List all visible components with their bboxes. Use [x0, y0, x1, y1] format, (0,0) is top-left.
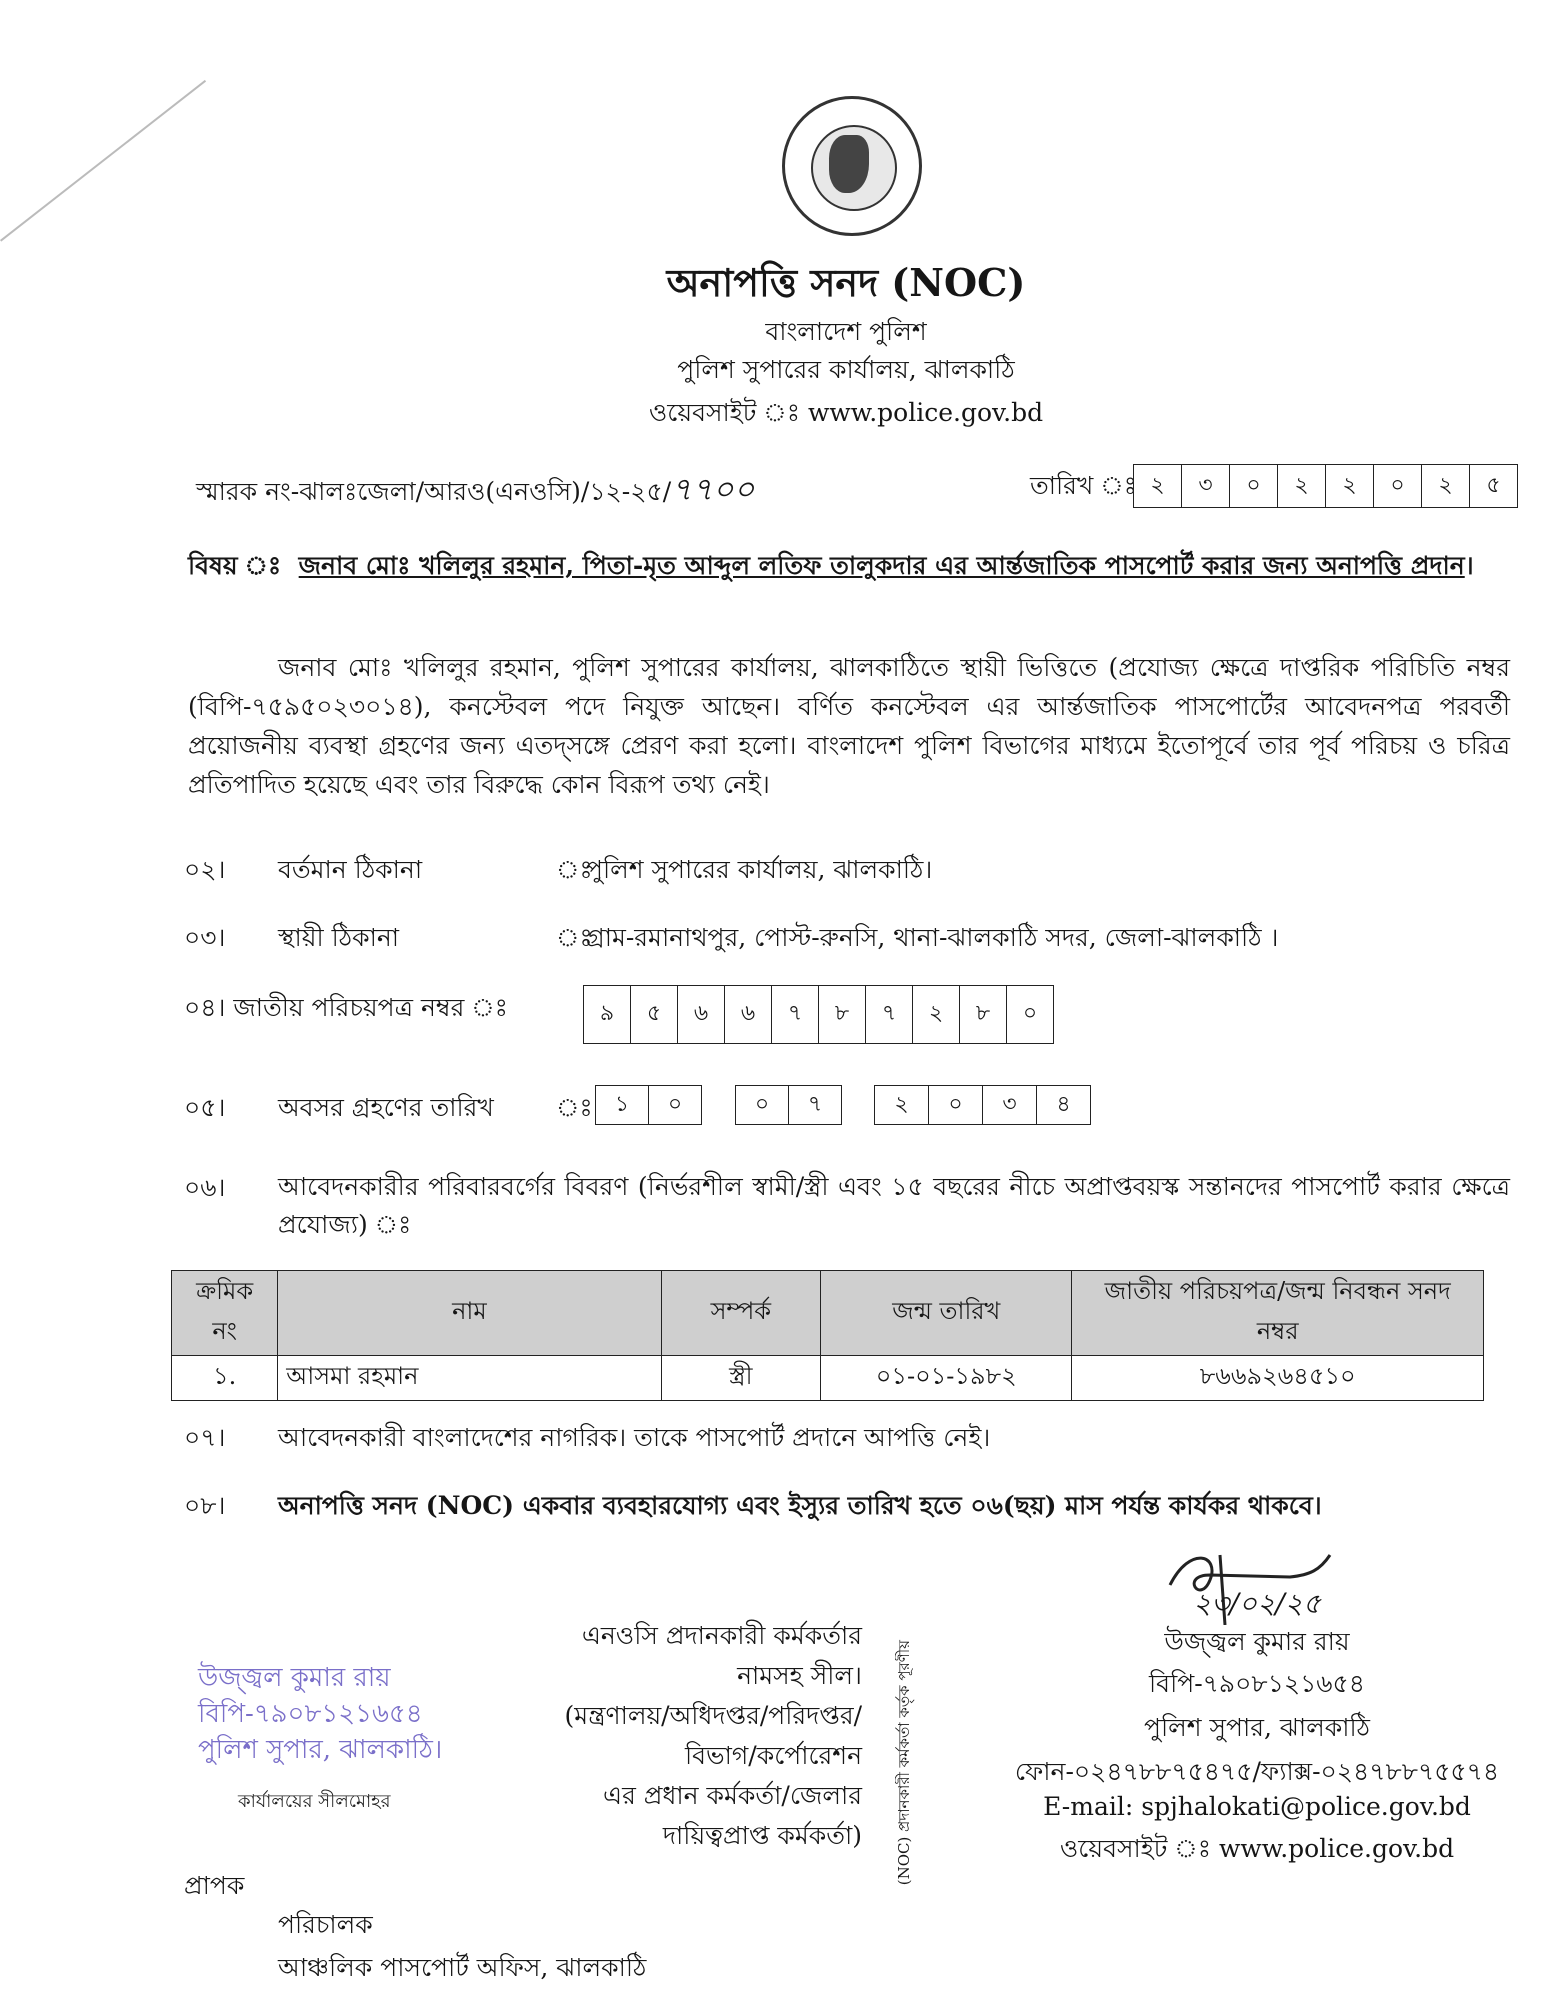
digit-box: ০ [1374, 465, 1422, 507]
item-02-label: বর্তমান ঠিকানা [278, 855, 423, 884]
citizenship-statement: আবেদনকারী বাংলাদেশের নাগরিক। তাকে পাসপোর্ট প্রদানে আপত্তি নেই। [278, 1423, 991, 1452]
digit-box: ৮ [960, 986, 1007, 1043]
digit-box: ৬ [678, 986, 725, 1043]
digit-box: ৩ [1182, 465, 1230, 507]
stamp-bp: বিপি-৭৯০৮১২১৬৫৪ [198, 1699, 423, 1729]
digit-box: ০ [667, 1091, 683, 1117]
digit-box: ০ [736, 1086, 789, 1124]
digit-box: ৬ [725, 986, 772, 1043]
item-03-sep: ঃ [556, 923, 593, 952]
column-header: জন্ম তারিখ [821, 1271, 1072, 1356]
column-header: নাম [278, 1271, 661, 1356]
signed-date: ২৩/০২/২৫ [1192, 1587, 1322, 1620]
table-header-row [172, 1271, 1484, 1356]
item-08-number: ০৮। [184, 1491, 226, 1520]
digit-box: ২ [1422, 465, 1470, 507]
nid-number-boxes [583, 985, 1054, 1044]
signatory-bp: বিপি-৭৯০৮১২১৬৫৪ [1149, 1669, 1365, 1698]
family-table [171, 1270, 1484, 1401]
note-line: এনওসি প্রদানকারী কর্মকর্তার [581, 1621, 862, 1650]
nid-label: ০৪। জাতীয় পরিচয়পত্র নম্বর ঃ [184, 993, 509, 1022]
recipient-title: পরিচালক [278, 1910, 373, 1939]
subject-text: জনাব মোঃ খলিলুর রহমান, পিতা-মৃত আব্দুল লতিফ তালুকদার এর আর্ন্তজাতিক পাসপোর্ট করার জন্য অনাপত্তি প্রদান [298, 551, 1465, 580]
item-05-sep: ঃ [556, 1093, 593, 1122]
digit-box: ২ [875, 1086, 929, 1124]
note-line: এর প্রধান কর্মকর্তা/জেলার [603, 1781, 862, 1810]
item-02-sep: ঃ [556, 855, 593, 884]
signatory-website: ওয়েবসাইট ঃ www.police.gov.bd [1059, 1834, 1455, 1863]
family-details-intro: আবেদনকারীর পরিবারবর্গের বিবরণ (নির্ভরশীল স্বামী/স্ত্রী এবং ১৫ বছরের নীচে অপ্রাপ্তবয়স্ক সন্তানদের পাসপোর্ট করার ক্ষেত্রে প্রযোজ্য) ঃ [278, 1172, 1510, 1239]
page-title: অনাপত্তি সনদ (NOC) [666, 260, 1026, 305]
office-name: পুলিশ সুপারের কার্যালয়, ঝালকাঠি [677, 355, 1015, 384]
digit-box: ২ [913, 986, 960, 1043]
item-07-number: ০৭। [184, 1423, 226, 1452]
noc-officer-note [564, 1616, 862, 1856]
item-06-number: ০৬। [184, 1173, 226, 1202]
retirement-month-boxes [735, 1085, 842, 1125]
office-seal-label: কার্যালয়ের সীলমোহর [238, 1791, 391, 1812]
item-03-number: ০৩। [184, 923, 226, 952]
memo-label: স্মারক নং-ঝালঃজেলা/আরও(এনওসি)/১২-২৫/ [196, 477, 672, 506]
table-cell: স্ত্রী [661, 1356, 821, 1401]
digit-box: ৭ [866, 986, 913, 1043]
paper-fold-mark [0, 80, 366, 447]
signatory-phone-fax: ফোন-০২৪৭৮৮৭৫৪৭৫/ফ্যাক্স-০২৪৭৮৮৭৫৫৭৪ [1014, 1757, 1500, 1786]
retirement-year-boxes [874, 1085, 1091, 1125]
subject-line [188, 546, 1474, 589]
date-label: তারিখ ঃ [1030, 471, 1137, 500]
validity-statement: অনাপত্তি সনদ (NOC) একবার ব্যবহারযোগ্য এবং ইস্যুর তারিখ হতে ০৬(ছয়) মাস পর্যন্ত কার্যকর থাকবে। [278, 1491, 1322, 1520]
date-boxes [1133, 464, 1518, 508]
memo-reference [196, 464, 754, 518]
permanent-address: গ্রাম-রমানাথপুর, পোস্ট-রুনসি, থানা-ঝালকাঠি সদর, জেলা-ঝালকাঠি । [586, 923, 1279, 952]
subject-end: । [1464, 551, 1474, 580]
column-header: ক্রমিক নং [172, 1271, 278, 1356]
item-05-number: ০৫। [184, 1093, 226, 1122]
government-seal-logo [782, 96, 922, 236]
digit-box: ৪ [1056, 1091, 1071, 1117]
digit-box: ১ [596, 1086, 649, 1124]
table-cell: ০১-০১-১৯৮২ [821, 1356, 1072, 1401]
digit-box: ৩ [983, 1086, 1037, 1124]
retirement-day-boxes [595, 1085, 702, 1125]
digit-box: ৭ [772, 986, 819, 1043]
digit-box: ০ [929, 1086, 983, 1124]
digit-box: ৫ [631, 986, 678, 1043]
note-line: দায়িত্বপ্রাপ্ত কর্মকর্তা) [662, 1821, 862, 1850]
digit-box: ২ [1326, 465, 1374, 507]
stamp-designation: পুলিশ সুপার, ঝালকাঠি। [198, 1735, 443, 1765]
signatory-name: উজ্জ্বল কুমার রায় [1164, 1627, 1350, 1656]
org-name: বাংলাদেশ পুলিশ [765, 317, 927, 346]
header-website: ওয়েবসাইট ঃ www.police.gov.bd [648, 398, 1044, 427]
signatory-designation: পুলিশ সুপার, ঝালকাঠি [1144, 1713, 1370, 1742]
table-body [172, 1356, 1484, 1401]
bangladesh-map-icon [829, 135, 869, 193]
table-cell: ১. [172, 1356, 278, 1401]
digit-box: ৭ [807, 1091, 823, 1117]
digit-box: ৮ [819, 986, 866, 1043]
vertical-note: (NOC) প্রদানকারী কর্মকর্তা কর্তৃক পূরণীয় [895, 1640, 913, 1886]
table-row [172, 1356, 1484, 1401]
note-line: (মন্ত্রণালয়/অধিদপ্তর/পরিদপ্তর/ [564, 1701, 862, 1730]
recipient-office: আঞ্চলিক পাসপোর্ট অফিস, ঝালকাঠি [278, 1953, 647, 1982]
body-paragraph: জনাব মোঃ খলিলুর রহমান, পুলিশ সুপারের কার্যালয়, ঝালকাঠিতে স্থায়ী ভিত্তিতে (প্রযোজ্য ক্ষেত্রে দাপ্তরিক পরিচিতি নম্বর (বিপি-৭৫৯৫০২৩০১৪), কনস্টেবল পদে নিযুক্ত আছেন। বর্ণিত কনস্টেবল এর আর্ন্তজাতিক পাসপোর্টের আবেদনপত্র পরবর্তী প্রয়োজনীয় ব্যবস্থা গ্রহণের জন্য এতদ্‌সঙ্গে প্রেরণ করা হলো। বাংলাদেশ পুলিশ বিভাগের মাধ্যমে ইতোপূর্বে তার পূর্ব পরিচয় ও চরিত্র প্রতিপাদিত হয়েছে এবং তার বিরুদ্ধে কোন বিরূপ তথ্য নেই। [188, 653, 1510, 799]
digit-box: ০ [1230, 465, 1278, 507]
column-header: সম্পর্ক [661, 1271, 821, 1356]
table-cell: ৮৬৬৯২৬৪৫১০ [1072, 1356, 1484, 1401]
retirement-date-label: অবসর গ্রহণের তারিখ [278, 1093, 494, 1122]
digit-box: ০ [1022, 1001, 1038, 1026]
recipient-label: প্রাপক [184, 1871, 245, 1900]
subject-label: বিষয় ঃ [188, 551, 282, 580]
digit-box: ২ [1134, 465, 1182, 507]
memo-number-handwritten: ৭৭০০ [671, 470, 755, 508]
digit-box: ২ [1278, 465, 1326, 507]
note-line: নামসহ সীল। [737, 1661, 862, 1690]
note-line: বিভাগ/কর্পোরেশন [684, 1741, 862, 1770]
digit-box: ৫ [1486, 472, 1501, 498]
signatory-email: E-mail: spjhalokati@police.gov.bd [1043, 1792, 1471, 1821]
item-03-label: স্থায়ী ঠিকানা [278, 923, 400, 952]
digit-box: ৯ [584, 986, 631, 1043]
stamp-name: উজ্জ্বল কুমার রায় [198, 1663, 391, 1693]
item-02-number: ০২। [184, 855, 226, 884]
current-address: পুলিশ সুপারের কার্যালয়, ঝালকাঠি। [586, 855, 933, 884]
table-cell: আসমা রহমান [278, 1356, 661, 1401]
column-header: জাতীয় পরিচয়পত্র/জন্ম নিবন্ধন সনদ নম্বর [1072, 1271, 1484, 1356]
